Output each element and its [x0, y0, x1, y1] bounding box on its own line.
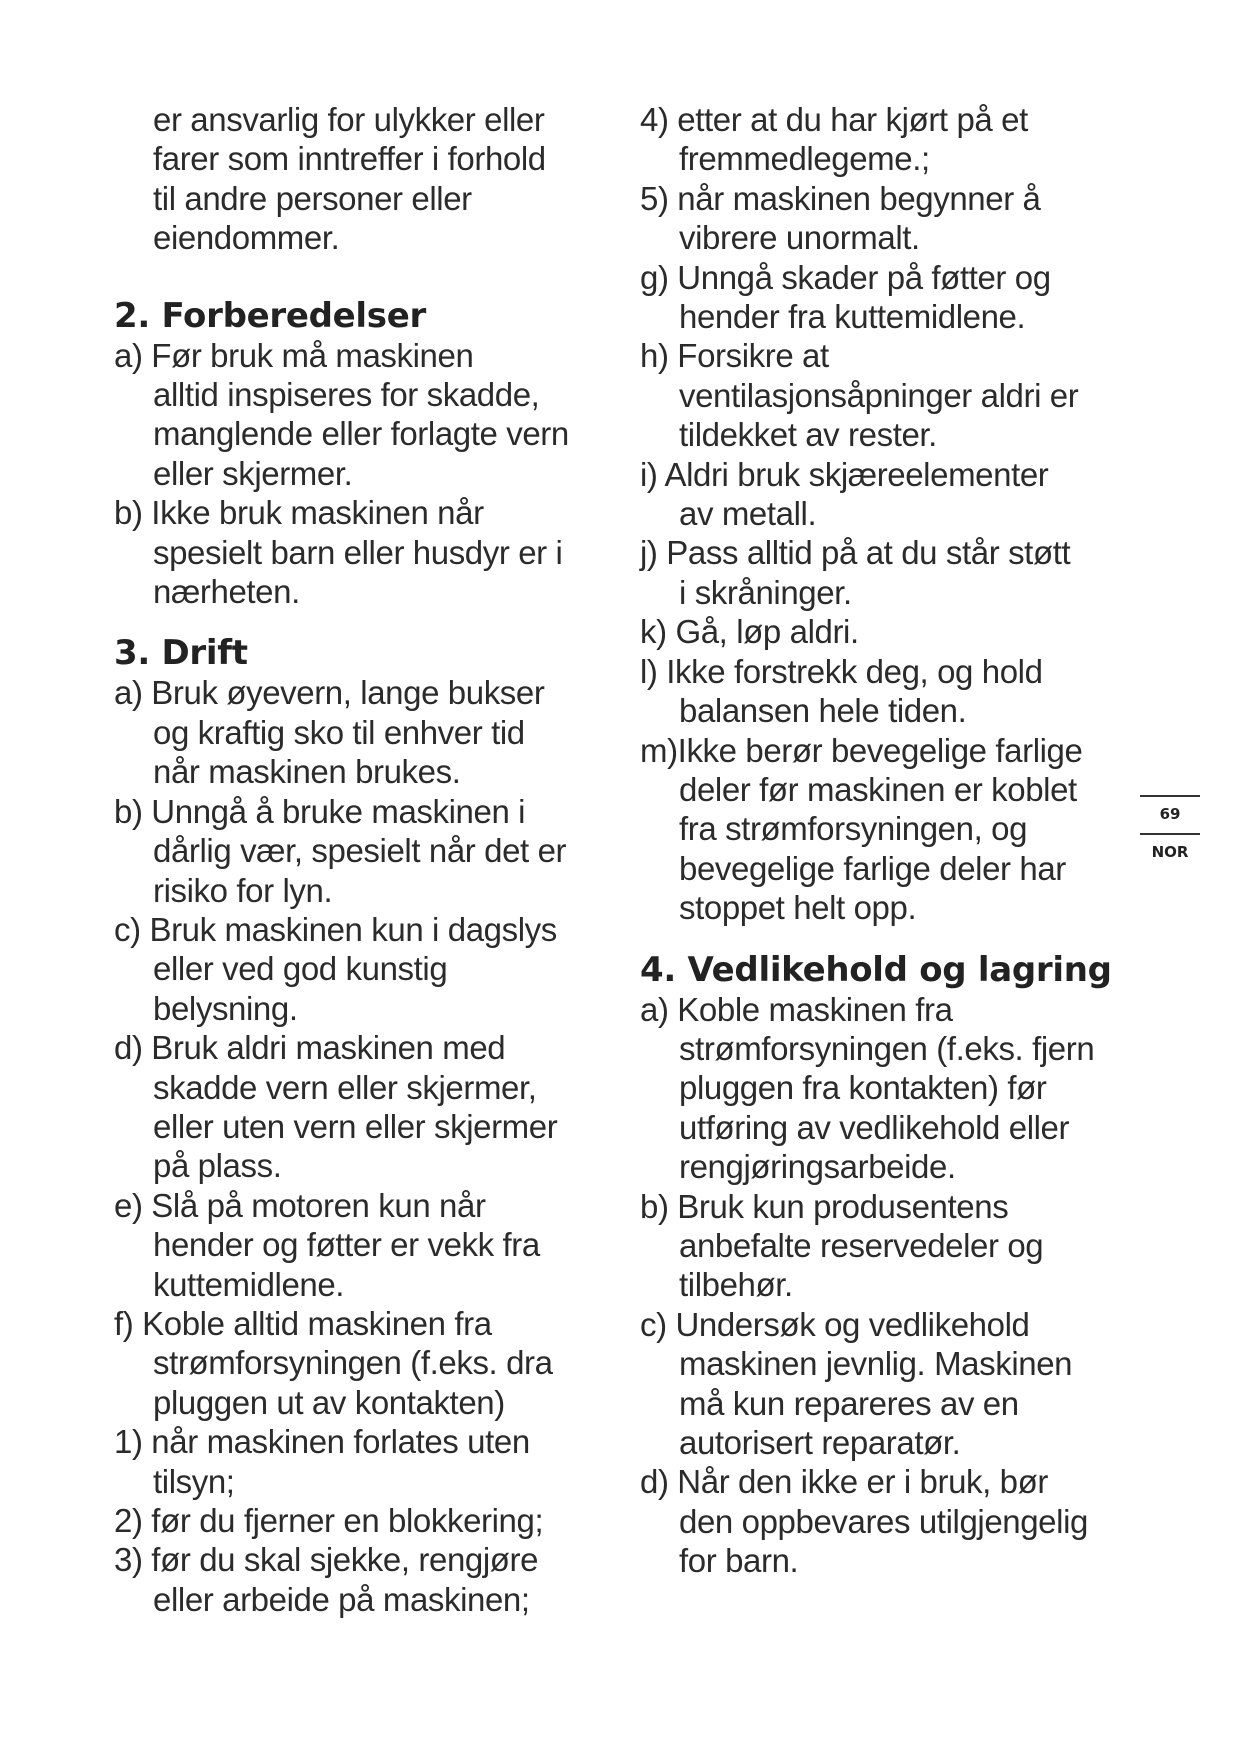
- intro-line: eiendommer.: [153, 219, 340, 257]
- text-line: a) Koble maskinen fra: [640, 990, 953, 1028]
- text-line: balansen hele tiden.: [679, 692, 967, 730]
- text-line: eller uten vern eller skjermer: [153, 1107, 558, 1145]
- text-line: må kun repareres av en: [679, 1384, 1019, 1422]
- text-line: når maskinen brukes.: [153, 753, 461, 791]
- text-line: c) Undersøk og vedlikehold: [640, 1305, 1030, 1343]
- text-line: b) Bruk kun produsentens: [640, 1187, 1009, 1225]
- intro-line: er ansvarlig for ulykker eller: [153, 101, 545, 138]
- text-line: maskinen jevnlig. Maskinen: [679, 1345, 1073, 1383]
- text-line: d) Når den ikke er i bruk, bør: [640, 1463, 1048, 1501]
- text-line: 5) når maskinen begynner å: [640, 179, 1041, 217]
- text-line: nærheten.: [153, 573, 300, 611]
- text-line: hender fra kuttemidlene.: [679, 298, 1026, 336]
- text-line: strømforsyningen (f.eks. fjern: [679, 1029, 1095, 1067]
- section-heading-forberedelser: 2. Forberedelser: [114, 295, 426, 336]
- text-line: 3) før du skal sjekke, rengjøre: [114, 1541, 539, 1579]
- text-line: pluggen fra kontakten) før: [679, 1069, 1047, 1107]
- text-line: d) Bruk aldri maskinen med: [114, 1029, 506, 1067]
- divider: [1140, 833, 1200, 835]
- text-line: h) Forsikre at: [640, 337, 829, 375]
- text-line: på plass.: [153, 1147, 282, 1185]
- text-line: risiko for lyn.: [153, 871, 333, 909]
- section-heading-drift: 3. Drift: [114, 633, 248, 674]
- text-line: strømforsyningen (f.eks. dra: [153, 1344, 553, 1382]
- text-line: eller skjermer.: [153, 454, 353, 492]
- text-line: eller arbeide på maskinen;: [153, 1580, 530, 1618]
- text-line: 4) etter at du har kjørt på et: [640, 101, 1028, 138]
- text-line: ventilasjonsåpninger aldri er: [679, 376, 1079, 414]
- text-line: spesielt barn eller husdyr er i: [153, 533, 563, 571]
- text-line: belysning.: [153, 989, 298, 1027]
- text-line: og kraftig sko til enhver tid: [153, 713, 525, 751]
- text-line: 2) før du fjerner en blokkering;: [114, 1502, 544, 1539]
- text-line: fremmedlegeme.;: [679, 140, 930, 178]
- text-line: fra strømforsyningen, og: [679, 810, 1028, 848]
- text-line: a) Bruk øyevern, lange bukser: [114, 674, 545, 712]
- text-line: tildekket av rester.: [679, 416, 937, 454]
- text-line: tilsyn;: [153, 1462, 235, 1500]
- text-line: i) Aldri bruk skjæreelementer: [640, 455, 1049, 493]
- intro-line: farer som inntreffer i forhold: [153, 140, 546, 178]
- text-line: anbefalte reservedeler og: [679, 1226, 1044, 1264]
- text-line: pluggen ut av kontakten): [153, 1383, 505, 1421]
- text-line: for barn.: [679, 1542, 799, 1580]
- text-line: a) Før bruk må maskinen: [114, 336, 474, 374]
- left-column: [114, 100, 624, 1619]
- text-line: b) Ikke bruk maskinen når: [114, 494, 484, 532]
- text-line: alltid inspiseres for skadde,: [153, 376, 540, 414]
- text-line: f) Koble alltid maskinen fra: [114, 1304, 492, 1342]
- text-line: tilbehør.: [679, 1266, 793, 1304]
- page-number: 69: [1159, 805, 1181, 823]
- text-line: hender og føtter er vekk fra: [153, 1226, 540, 1264]
- text-line: m)Ikke berør bevegelige farlige: [640, 731, 1083, 769]
- text-line: l) Ikke forstrekk deg, og hold: [640, 652, 1043, 690]
- page-marker: [1140, 795, 1200, 861]
- text-line: j) Pass alltid på at du står støtt: [640, 534, 1071, 572]
- text-line: utføring av vedlikehold eller: [679, 1108, 1070, 1146]
- text-line: bevegelige farlige deler har: [679, 849, 1066, 887]
- right-column: [640, 100, 1140, 1581]
- section-heading-vedlikehold: 4. Vedlikehold og lagring: [640, 949, 1112, 990]
- intro-line: til andre personer eller: [153, 179, 472, 217]
- text-line: g) Unngå skader på føtter og: [640, 258, 1051, 296]
- text-line: den oppbevares utilgjengelig: [679, 1502, 1088, 1540]
- text-line: c) Bruk maskinen kun i dagslys: [114, 910, 557, 948]
- text-line: rengjøringsarbeide.: [679, 1148, 956, 1186]
- text-line: skadde vern eller skjermer,: [153, 1068, 537, 1106]
- divider: [1140, 795, 1200, 797]
- text-line: e) Slå på motoren kun når: [114, 1186, 486, 1224]
- text-line: deler før maskinen er koblet: [679, 770, 1077, 808]
- text-line: manglende eller forlagte vern: [153, 415, 569, 453]
- text-line: b) Unngå å bruke maskinen i: [114, 792, 526, 830]
- text-line: kuttemidlene.: [153, 1265, 345, 1303]
- text-line: stoppet helt opp.: [679, 889, 917, 927]
- language-code: NOR: [1151, 843, 1189, 861]
- text-line: vibrere unormalt.: [679, 219, 920, 257]
- text-line: 1) når maskinen forlates uten: [114, 1423, 530, 1461]
- text-line: k) Gå, løp aldri.: [640, 613, 859, 651]
- text-line: autorisert reparatør.: [679, 1424, 961, 1461]
- text-line: eller ved god kunstig: [153, 950, 448, 988]
- text-line: dårlig vær, spesielt når det er: [153, 832, 567, 870]
- text-line: av metall.: [679, 495, 817, 533]
- text-line: i skråninger.: [679, 573, 852, 611]
